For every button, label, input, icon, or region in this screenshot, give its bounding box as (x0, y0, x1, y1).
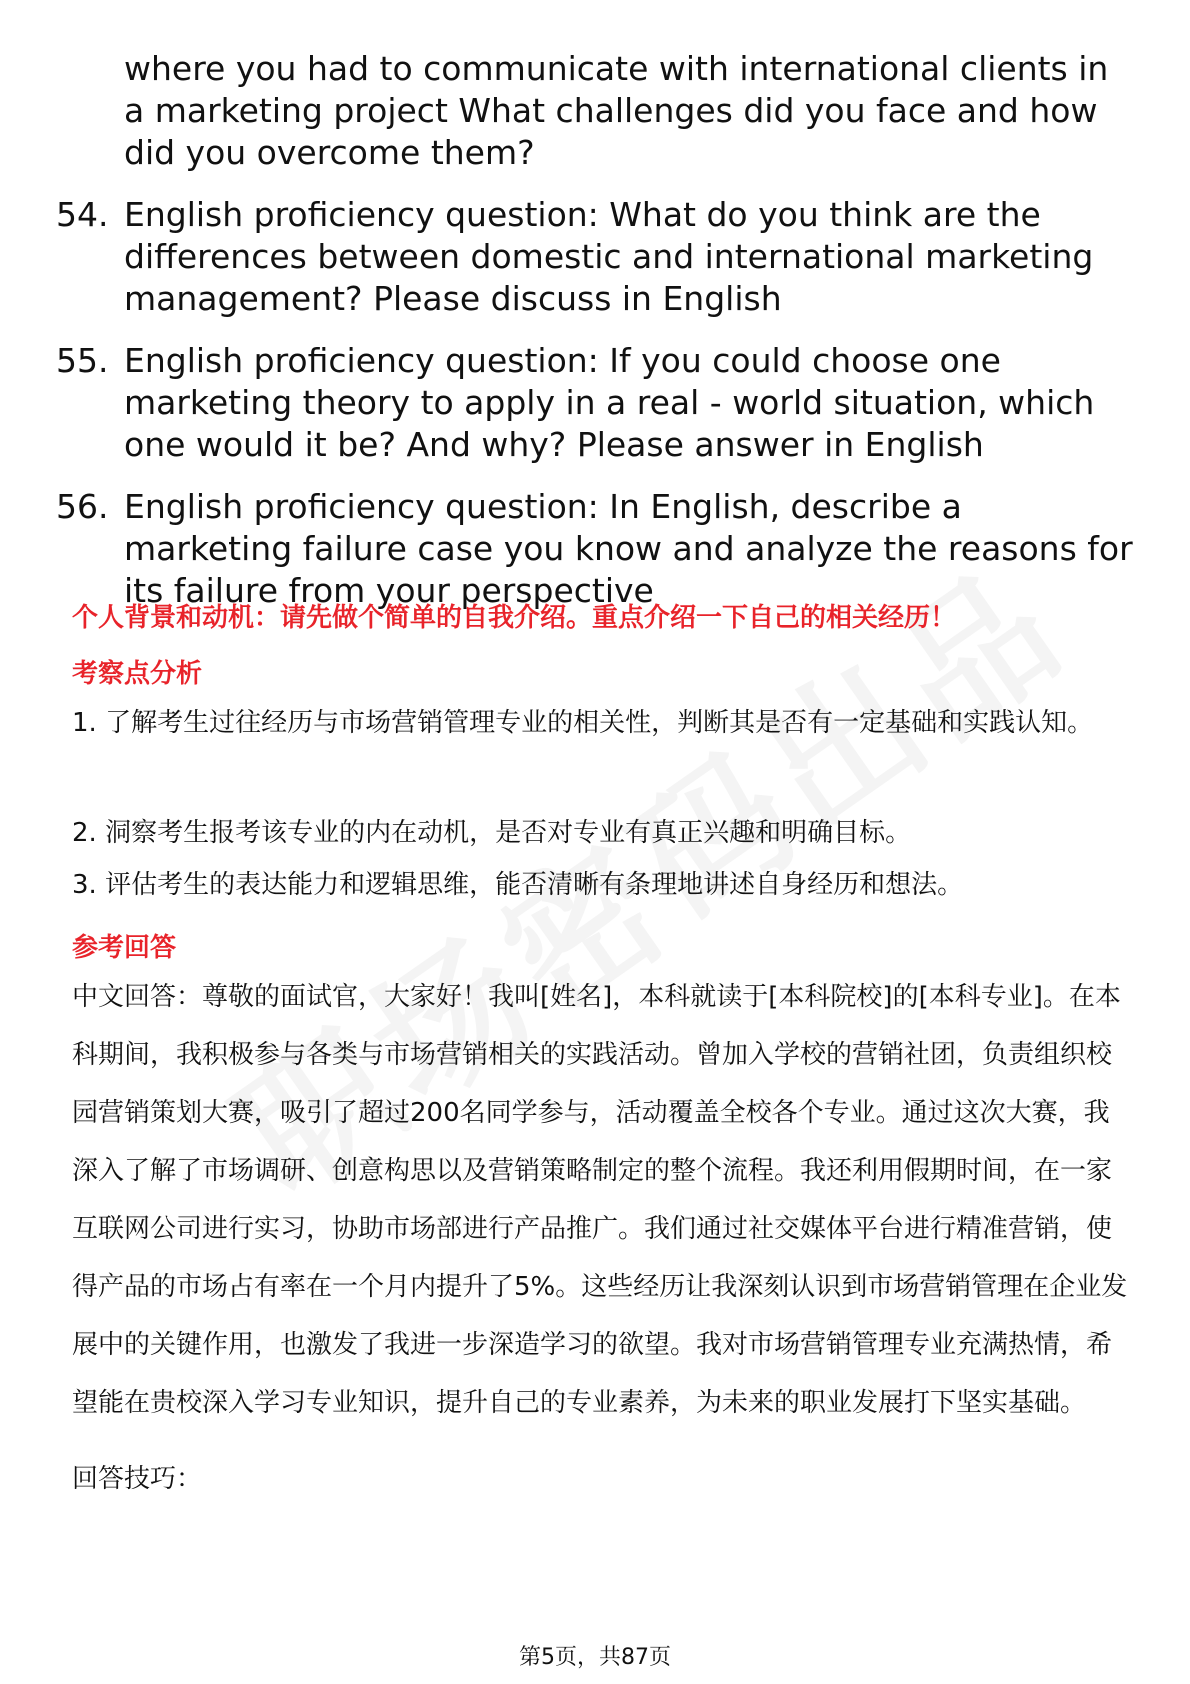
analysis-point: 2. 洞察考生报考该专业的内在动机，是否对专业有真正兴趣和明确目标。 (72, 818, 912, 848)
question-item (56, 340, 1136, 466)
question-text: English proficiency question: If you could choose one marketing theory to apply in a real - world situation, which one would it be? And why? Please answer in English (124, 341, 1095, 464)
question-list (56, 48, 1136, 632)
question-item (56, 486, 1136, 612)
reference-answer: 中文回答：尊敬的面试官，大家好！我叫[姓名]，本科就读于[本科院校]的[本科专业]。在本科期间，我积极参与各类与市场营销相关的实践活动。曾加入学校的营销社团，负责组织校园营销策划大赛，吸引了超过200名同学参与，活动覆盖全校各个专业。通过这次大赛，我深入了解了市场调研、创意构思以及营销策略制定的整个流程。我还利用假期时间，在一家互联网公司进行实习，协助市场部进行产品推广。我们通过社交媒体平台进行精准营销，使得产品的市场占有率在一个月内提升了5%。这些经历让我深刻认识到市场营销管理在企业发展中的关键作用，也激发了我进一步深造学习的欲望。我对市场营销管理专业充满热情，希望能在贵校深入学习专业知识，提升自己的专业素养，为未来的职业发展打下坚实基础。 (72, 982, 1128, 1418)
question-text: where you had to communicate with international clients in a marketing project What challenges did you face and how did you overcome them? (124, 49, 1109, 172)
question-item (56, 48, 1136, 174)
analysis-point: 3. 评估考生的表达能力和逻辑思维，能否清晰有条理地讲述自身经历和想法。 (72, 870, 964, 900)
analysis-heading: 考察点分析 (72, 659, 203, 689)
question-text: English proficiency question: In English, describe a marketing failure case you know and analyze the reasons for its failure from your perspective (124, 487, 1133, 610)
tips-label: 回答技巧： (72, 1464, 203, 1494)
page-footer: 第5页，共87页 (519, 1645, 671, 1670)
question-item (56, 194, 1136, 320)
analysis-point: 1. 了解考生过往经历与市场营销管理专业的相关性，判断其是否有一定基础和实践认知。 (72, 708, 1094, 738)
question-text: English proficiency question: What do you think are the differences between domestic and international marketing management? Please discuss in English (124, 195, 1094, 318)
question-number: 54. (56, 195, 109, 234)
question-number: 56. (56, 487, 109, 526)
question-number: 55. (56, 341, 109, 380)
reference-heading: 参考回答 (72, 933, 177, 963)
section-heading: 个人背景和动机：请先做个简单的自我介绍。重点介绍一下自己的相关经历！ (72, 603, 957, 633)
